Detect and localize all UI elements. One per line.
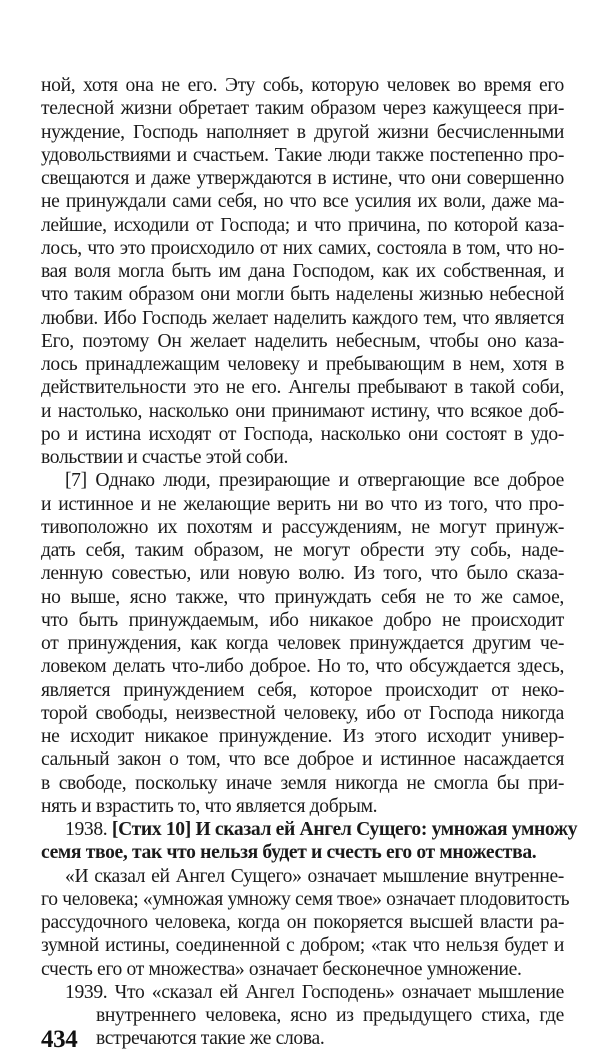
paragraph-continued	[41, 74, 564, 469]
section-1939-with-page-number	[41, 981, 564, 1051]
paragraph-7	[41, 469, 564, 818]
text-line: лось, что это происходило от них самих, состояла в том, что но-	[41, 237, 564, 259]
section-number: 1938.	[65, 819, 108, 840]
text-line: что таким образом они могли быть наделены жизнью небесной	[41, 284, 564, 306]
text-line: тивоположно их похотям и рассуждениям, не могут принуж-	[41, 516, 564, 538]
commentary-line: го человека; «умножая умножу семя твое» означает плодовитость	[41, 888, 570, 910]
text-line: нять и взрастить то, что является добрым.	[41, 795, 378, 817]
text-line: телесной жизни обретает таким образом через кажущееся при-	[41, 98, 564, 120]
text-line: нуждение, Господь наполняет в другой жизни бесчисленными	[41, 121, 564, 143]
text-line: лейшие, исходили от Господа; и что причина, по которой каза-	[41, 214, 564, 236]
section-1939-line: встречаются такие же слова.	[96, 1028, 325, 1050]
page-number: 434	[41, 1025, 78, 1053]
commentary-line: счесть его от множества» означает бесконечное умножение.	[41, 958, 522, 980]
text-line: что быть принуждаемым, ибо никакое добро не происходит	[41, 609, 564, 631]
text-line: вольствии и счастье этой соби.	[41, 447, 289, 468]
text-line: свещаются и даже утверждаются в истине, что они совершенно	[41, 168, 564, 189]
text-line: ро и истина исходят от Господа, насколько они состоят в удо-	[41, 423, 564, 445]
text-line: любви. Ибо Господь желает наделить каждого тем, что является	[41, 307, 564, 329]
verse-text-continued: семя твое, так что нельзя будет и счесть его от множества.	[41, 842, 537, 864]
commentary-line: «И сказал ей Ангел Сущего» означает мышление внутренне-	[65, 865, 564, 887]
text-line: является принуждением себя, которое происходит от неко-	[41, 679, 564, 701]
verse-text: И сказал ей Ангел Сущего: умножая умножу	[195, 819, 578, 840]
text-line: не принуждали сами себя, но что все усилия их воли, даже ма-	[41, 191, 564, 213]
verse-heading-line	[41, 818, 578, 841]
text-line: ловеком делать что-либо доброе. Но то, что обсуждается здесь,	[41, 656, 564, 678]
text-line: и истинное и не желающие верить ни во что из того, что про-	[41, 493, 564, 515]
text-line: но выше, ясно также, что принуждать себя не то же самое,	[41, 586, 564, 608]
text-line: ной, хотя она не его. Эту собь, которую человек во время его	[41, 75, 564, 96]
section-1939-line: 1939. Что «сказал ей Ангел Господень» означает мышление	[65, 981, 564, 1003]
text-line: вая воля могла быть им дана Господом, как их собственная, и	[41, 261, 564, 282]
text-line: действительности это не его. Ангелы пребывают в такой соби,	[41, 377, 564, 399]
verse-reference: [Стих 10]	[111, 819, 191, 840]
book-page	[41, 74, 578, 1053]
commentary-line: зумной истины, соединенной с добром; «так что нельзя будет и	[41, 935, 564, 957]
text-line: не исходит никакое принуждение. Из этого исходит универ-	[41, 726, 564, 747]
text-line: удовольствиями и счастьем. Такие люди также постепенно про-	[41, 144, 564, 166]
text-line: торой свободы, неизвестной человеку, ибо от Господа никогда	[41, 702, 564, 724]
section-1938	[41, 818, 578, 981]
text-line: в свободе, поскольку иначе земля никогда не смогла бы при-	[41, 772, 564, 794]
text-line: ленную совестью, или новую волю. Из того, что было сказа-	[41, 563, 564, 585]
text-line: лось принадлежащим человеку и пребывающим в нем, хотя в	[41, 354, 564, 375]
text-line: и настолько, насколько они принимают истину, что всякое доб-	[41, 400, 564, 422]
commentary-line: рассудочного человека, когда он покоряется высшей власти ра-	[41, 912, 564, 933]
text-line: сальный закон о том, что все доброе и истинное насаждается	[41, 749, 564, 771]
text-line: [7] Однако люди, презирающие и отвергающие все доброе	[65, 470, 564, 492]
text-line: от принуждения, как когда человек принуждается другим че-	[41, 633, 564, 654]
text-line: дать себя, таким образом, не могут обрести эту собь, наде-	[41, 540, 564, 561]
section-1939-line: внутреннего человека, ясно из предыдущего стиха, где	[96, 1005, 564, 1026]
text-line: Его, поэтому Он желает наделить небесным, чтобы оно каза-	[41, 330, 564, 352]
